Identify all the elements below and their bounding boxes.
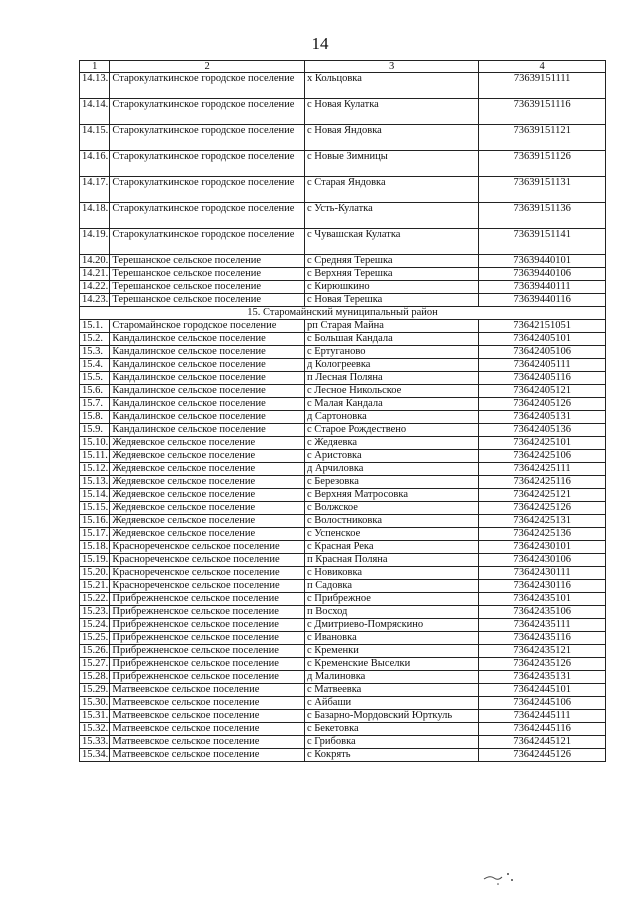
table-row	[80, 528, 606, 541]
table-row	[80, 203, 606, 229]
row-number: 15.27.	[80, 658, 110, 671]
locality-name: с Волостниковка	[304, 515, 478, 528]
settlement-name: Терешанское сельское поселение	[110, 294, 305, 307]
oktmo-code: 73642445111	[479, 710, 606, 723]
settlement-name: Краснореченское сельское поселение	[110, 567, 305, 580]
locality-name: с Волжское	[304, 502, 478, 515]
settlement-name: Матвеевское сельское поселение	[110, 684, 305, 697]
oktmo-code: 73639151116	[479, 99, 606, 125]
row-number: 15.33.	[80, 736, 110, 749]
row-number: 15.3.	[80, 346, 110, 359]
oktmo-code: 73642435131	[479, 671, 606, 684]
column-header-locality: 3	[304, 61, 478, 73]
row-number: 15.7.	[80, 398, 110, 411]
oktmo-code: 73642435106	[479, 606, 606, 619]
oktmo-code: 73642425131	[479, 515, 606, 528]
row-number: 15.1.	[80, 320, 110, 333]
settlement-name: Жедяевское сельское поселение	[110, 528, 305, 541]
table-row	[80, 684, 606, 697]
row-number: 15.11.	[80, 450, 110, 463]
locality-name: д Арчиловка	[304, 463, 478, 476]
settlement-name: Старокулаткинское городское поселение	[110, 203, 305, 229]
oktmo-code: 73642435101	[479, 593, 606, 606]
locality-name: с Кирюшкино	[304, 281, 478, 294]
row-number: 15.25.	[80, 632, 110, 645]
oktmo-code: 73642435111	[479, 619, 606, 632]
table-row	[80, 736, 606, 749]
settlement-name: Кандалинское сельское поселение	[110, 411, 305, 424]
settlement-name: Жедяевское сельское поселение	[110, 489, 305, 502]
table-row	[80, 177, 606, 203]
settlement-name: Кандалинское сельское поселение	[110, 385, 305, 398]
settlement-name: Старокулаткинское городское поселение	[110, 229, 305, 255]
settlement-name: Жедяевское сельское поселение	[110, 450, 305, 463]
oktmo-code: 73642445116	[479, 723, 606, 736]
page-number: 14	[311, 34, 329, 53]
oktmo-code: 73642430106	[479, 554, 606, 567]
locality-name: с Бекетовка	[304, 723, 478, 736]
locality-name: с Базарно-Мордовский Юрткуль	[304, 710, 478, 723]
locality-name: с Березовка	[304, 476, 478, 489]
settlement-name: Матвеевское сельское поселение	[110, 749, 305, 762]
table-row	[80, 372, 606, 385]
row-number: 15.6.	[80, 385, 110, 398]
oktmo-code: 73639440116	[479, 294, 606, 307]
locality-name: с Усть-Кулатка	[304, 203, 478, 229]
locality-name: с Матвеевка	[304, 684, 478, 697]
handwritten-mark	[482, 865, 522, 887]
row-number: 15.5.	[80, 372, 110, 385]
table-row	[80, 697, 606, 710]
settlement-name: Жедяевское сельское поселение	[110, 437, 305, 450]
oktmo-code: 73642425111	[479, 463, 606, 476]
table-row	[80, 437, 606, 450]
settlement-name: Прибрежненское сельское поселение	[110, 593, 305, 606]
table-row	[80, 632, 606, 645]
locality-name: п Восход	[304, 606, 478, 619]
row-number: 15.18.	[80, 541, 110, 554]
oktmo-code: 73642445106	[479, 697, 606, 710]
locality-name: с Малая Кандала	[304, 398, 478, 411]
row-number: 15.34.	[80, 749, 110, 762]
locality-name: с Аристовка	[304, 450, 478, 463]
oktmo-code: 73642430111	[479, 567, 606, 580]
row-number: 15.10.	[80, 437, 110, 450]
row-number: 14.17.	[80, 177, 110, 203]
table-row	[80, 268, 606, 281]
settlement-name: Терешанское сельское поселение	[110, 281, 305, 294]
settlement-name: Прибрежненское сельское поселение	[110, 606, 305, 619]
row-number: 15.9.	[80, 424, 110, 437]
settlement-name: Прибрежненское сельское поселение	[110, 632, 305, 645]
table-header-row	[80, 61, 606, 73]
column-header-number: 1	[80, 61, 110, 73]
row-number: 15.26.	[80, 645, 110, 658]
oktmo-code: 73642405136	[479, 424, 606, 437]
table-row	[80, 346, 606, 359]
oktmo-code: 73642405116	[479, 372, 606, 385]
oktmo-code: 73642445126	[479, 749, 606, 762]
table-row	[80, 398, 606, 411]
table-row	[80, 619, 606, 632]
oktmo-code: 73642425121	[479, 489, 606, 502]
locality-name: с Успенское	[304, 528, 478, 541]
locality-name: с Грибовка	[304, 736, 478, 749]
locality-name: с Средняя Терешка	[304, 255, 478, 268]
row-number: 15.23.	[80, 606, 110, 619]
table-row	[80, 125, 606, 151]
row-number: 15.24.	[80, 619, 110, 632]
row-number: 15.13.	[80, 476, 110, 489]
locality-name: х Кольцовка	[304, 73, 478, 99]
settlement-name: Прибрежненское сельское поселение	[110, 619, 305, 632]
locality-name: п Красная Поляна	[304, 554, 478, 567]
settlement-name: Краснореченское сельское поселение	[110, 580, 305, 593]
table-row	[80, 749, 606, 762]
locality-name: с Кокрять	[304, 749, 478, 762]
locality-name: с Дмитриево-Помряскино	[304, 619, 478, 632]
oktmo-code: 73639151126	[479, 151, 606, 177]
settlement-name: Старокулаткинское городское поселение	[110, 99, 305, 125]
locality-name: с Ивановка	[304, 632, 478, 645]
settlement-name: Краснореченское сельское поселение	[110, 554, 305, 567]
row-number: 15.31.	[80, 710, 110, 723]
settlement-name: Матвеевское сельское поселение	[110, 736, 305, 749]
row-number: 15.20.	[80, 567, 110, 580]
section-row	[80, 307, 606, 320]
locality-name: с Верхняя Терешка	[304, 268, 478, 281]
table-row	[80, 710, 606, 723]
locality-name: д Кологреевка	[304, 359, 478, 372]
settlement-name: Кандалинское сельское поселение	[110, 359, 305, 372]
settlement-name: Старокулаткинское городское поселение	[110, 177, 305, 203]
oktmo-code: 73642151051	[479, 320, 606, 333]
table-row	[80, 671, 606, 684]
row-number: 14.18.	[80, 203, 110, 229]
row-number: 15.21.	[80, 580, 110, 593]
oktmo-code: 73639151111	[479, 73, 606, 99]
oktmo-code: 73642435126	[479, 658, 606, 671]
row-number: 14.14.	[80, 99, 110, 125]
locality-name: с Большая Кандала	[304, 333, 478, 346]
settlement-name: Кандалинское сельское поселение	[110, 398, 305, 411]
table-row	[80, 554, 606, 567]
settlement-name: Кандалинское сельское поселение	[110, 333, 305, 346]
oktmo-code: 73642405131	[479, 411, 606, 424]
table-row	[80, 580, 606, 593]
oktmo-code: 73642405126	[479, 398, 606, 411]
table-row	[80, 502, 606, 515]
locality-name: с Новая Кулатка	[304, 99, 478, 125]
oktmo-code: 73642425126	[479, 502, 606, 515]
column-header-code: 4	[479, 61, 606, 73]
row-number: 15.19.	[80, 554, 110, 567]
locality-name: с Прибрежное	[304, 593, 478, 606]
table-row	[80, 411, 606, 424]
locality-name: с Красная Река	[304, 541, 478, 554]
row-number: 14.16.	[80, 151, 110, 177]
table-row	[80, 606, 606, 619]
row-number: 15.14.	[80, 489, 110, 502]
settlements-table	[79, 60, 606, 762]
table-row	[80, 723, 606, 736]
settlement-name: Прибрежненское сельское поселение	[110, 658, 305, 671]
oktmo-code: 73642405111	[479, 359, 606, 372]
settlement-name: Кандалинское сельское поселение	[110, 424, 305, 437]
row-number: 15.30.	[80, 697, 110, 710]
row-number: 15.29.	[80, 684, 110, 697]
locality-name: с Верхняя Матросовка	[304, 489, 478, 502]
settlement-name: Жедяевское сельское поселение	[110, 463, 305, 476]
table-row	[80, 463, 606, 476]
oktmo-code: 73642430116	[479, 580, 606, 593]
oktmo-code: 73642445121	[479, 736, 606, 749]
locality-name: с Ертуганово	[304, 346, 478, 359]
locality-name: п Садовка	[304, 580, 478, 593]
table-row	[80, 385, 606, 398]
oktmo-code: 73642425106	[479, 450, 606, 463]
row-number: 14.21.	[80, 268, 110, 281]
locality-name: с Новиковка	[304, 567, 478, 580]
oktmo-code: 73639440101	[479, 255, 606, 268]
settlement-name: Прибрежненское сельское поселение	[110, 645, 305, 658]
locality-name: с Лесное Никольское	[304, 385, 478, 398]
locality-name: д Малиновка	[304, 671, 478, 684]
table-row	[80, 450, 606, 463]
settlement-name: Матвеевское сельское поселение	[110, 710, 305, 723]
locality-name: с Кременки	[304, 645, 478, 658]
row-number: 14.13.	[80, 73, 110, 99]
table-row	[80, 255, 606, 268]
settlement-name: Жедяевское сельское поселение	[110, 502, 305, 515]
column-header-settlement: 2	[110, 61, 305, 73]
oktmo-code: 73642435121	[479, 645, 606, 658]
oktmo-code: 73639151131	[479, 177, 606, 203]
settlement-name: Старокулаткинское городское поселение	[110, 73, 305, 99]
oktmo-code: 73642425136	[479, 528, 606, 541]
locality-name: д Сартоновка	[304, 411, 478, 424]
oktmo-code: 73642425101	[479, 437, 606, 450]
settlement-name: Терешанское сельское поселение	[110, 255, 305, 268]
locality-name: с Кременские Выселки	[304, 658, 478, 671]
row-number: 15.28.	[80, 671, 110, 684]
table-row	[80, 541, 606, 554]
oktmo-code: 73639440106	[479, 268, 606, 281]
row-number: 14.20.	[80, 255, 110, 268]
table-row	[80, 333, 606, 346]
table-row	[80, 294, 606, 307]
oktmo-code: 73642445101	[479, 684, 606, 697]
oktmo-code: 73642405121	[479, 385, 606, 398]
table-row	[80, 476, 606, 489]
row-number: 15.2.	[80, 333, 110, 346]
table-row	[80, 359, 606, 372]
oktmo-code: 73642425116	[479, 476, 606, 489]
row-number: 14.19.	[80, 229, 110, 255]
row-number: 15.12.	[80, 463, 110, 476]
row-number: 14.15.	[80, 125, 110, 151]
settlement-name: Матвеевское сельское поселение	[110, 723, 305, 736]
table-row	[80, 73, 606, 99]
row-number: 15.17.	[80, 528, 110, 541]
oktmo-code: 73642430101	[479, 541, 606, 554]
locality-name: с Айбаши	[304, 697, 478, 710]
row-number: 14.22.	[80, 281, 110, 294]
table-row	[80, 645, 606, 658]
oktmo-code: 73639151121	[479, 125, 606, 151]
settlement-name: Старокулаткинское городское поселение	[110, 125, 305, 151]
table-row	[80, 229, 606, 255]
row-number: 15.4.	[80, 359, 110, 372]
table-body	[80, 73, 606, 762]
section-title: 15. Старомайнский муниципальный район	[80, 307, 606, 320]
table-row	[80, 424, 606, 437]
oktmo-code: 73639151136	[479, 203, 606, 229]
table-row	[80, 593, 606, 606]
table-row	[80, 515, 606, 528]
locality-name: п Лесная Поляна	[304, 372, 478, 385]
table-row	[80, 99, 606, 125]
row-number: 15.16.	[80, 515, 110, 528]
settlement-name: Кандалинское сельское поселение	[110, 346, 305, 359]
locality-name: с Новая Яндовка	[304, 125, 478, 151]
settlement-name: Прибрежненское сельское поселение	[110, 671, 305, 684]
table-row	[80, 320, 606, 333]
settlement-name: Старокулаткинское городское поселение	[110, 151, 305, 177]
table-row	[80, 567, 606, 580]
row-number: 14.23.	[80, 294, 110, 307]
oktmo-code: 73642405106	[479, 346, 606, 359]
oktmo-code: 73642435116	[479, 632, 606, 645]
locality-name: с Старое Рождествено	[304, 424, 478, 437]
oktmo-code: 73639151141	[479, 229, 606, 255]
settlement-name: Терешанское сельское поселение	[110, 268, 305, 281]
settlement-name: Жедяевское сельское поселение	[110, 515, 305, 528]
settlement-name: Кандалинское сельское поселение	[110, 372, 305, 385]
locality-name: рп Старая Майна	[304, 320, 478, 333]
locality-name: с Жедяевка	[304, 437, 478, 450]
row-number: 15.8.	[80, 411, 110, 424]
table-row	[80, 658, 606, 671]
settlement-name: Матвеевское сельское поселение	[110, 697, 305, 710]
oktmo-code: 73642405101	[479, 333, 606, 346]
row-number: 15.22.	[80, 593, 110, 606]
table-row	[80, 281, 606, 294]
settlement-name: Старомайнское городское поселение	[110, 320, 305, 333]
row-number: 15.15.	[80, 502, 110, 515]
settlement-name: Жедяевское сельское поселение	[110, 476, 305, 489]
table-row	[80, 151, 606, 177]
locality-name: с Чувашская Кулатка	[304, 229, 478, 255]
locality-name: с Старая Яндовка	[304, 177, 478, 203]
locality-name: с Новая Терешка	[304, 294, 478, 307]
table-row	[80, 489, 606, 502]
settlement-name: Краснореченское сельское поселение	[110, 541, 305, 554]
locality-name: с Новые Зимницы	[304, 151, 478, 177]
row-number: 15.32.	[80, 723, 110, 736]
oktmo-code: 73639440111	[479, 281, 606, 294]
